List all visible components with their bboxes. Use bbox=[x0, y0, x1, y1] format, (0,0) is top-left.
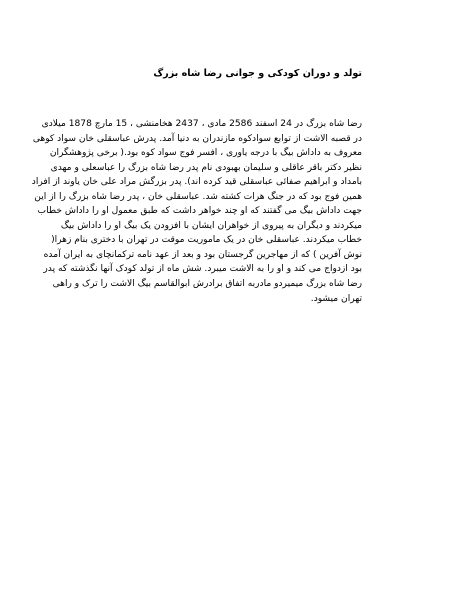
text-line: میکردند و دیگران به پیروی از خواهران ایشان با افزودن یک بیگ او را داداش بیگ bbox=[60, 220, 362, 231]
text-line: بامداد و ابراهیم صفائی عباسقلی قید کرده اند). پدر بزرگش مراد علی خان یاوند از افراد bbox=[31, 177, 362, 188]
text-line: نوش آفرین ) که از مهاجرین گرجستان بود و بعد از عهد نامه ترکمانچای به ایران آمده bbox=[43, 249, 362, 260]
text-line: جهت داداش بیگ می گفتند که او چند خواهر داشت که طبق معمول او را داداش خطاب bbox=[37, 206, 362, 217]
text-line: رضا شاه بزرگ میمیردو مادربه اتفاق برادرش ابوالقاسم بیگ الاشت را ترک و راهی bbox=[52, 279, 362, 290]
text-line: در قصبه الاشت از توابع سوادکوه مازندران به دنیا آمد. پدرش عباسقلی خان سواد کوهی bbox=[32, 133, 362, 144]
text-line: بود ازدواج می کند و او را به الاشت میبرد. شش ماه از تولد کودک آنها نگذشته که پدر bbox=[43, 264, 362, 275]
body-paragraph bbox=[32, 117, 362, 306]
text-line: نظیر دکتر باقر عاقلی و سلیمان بهبودی نام پدر رضا شاه بزرگ را عباسعلی و مهدی bbox=[50, 162, 362, 173]
text-line: رضا شاه بزرگ در 24 اسفند 2586 مادی ، 2437 هخامنشی ، 15 مارچ 1878 میلادی bbox=[41, 119, 362, 129]
document-title: تولد و دوران کودکی و جوانی رضا شاه بزرگ bbox=[153, 68, 362, 79]
text-line: تهران میشود. bbox=[310, 293, 362, 304]
text-line: معروف به داداش بیگ با درجه یاوری ، افسر فوج سواد کوه بود.( برخی پژوهشگران bbox=[49, 148, 362, 159]
text-line: همین فوج بود که در جنگ هرات کشته شد. عباسقلی خان ، پدر رضا شاه بزرگ را از این bbox=[34, 191, 362, 202]
text-line: خطاب میکردند. عباسقلی خان در یک ماموریت موقت در تهران با دختری بنام زهرا( bbox=[51, 235, 362, 246]
